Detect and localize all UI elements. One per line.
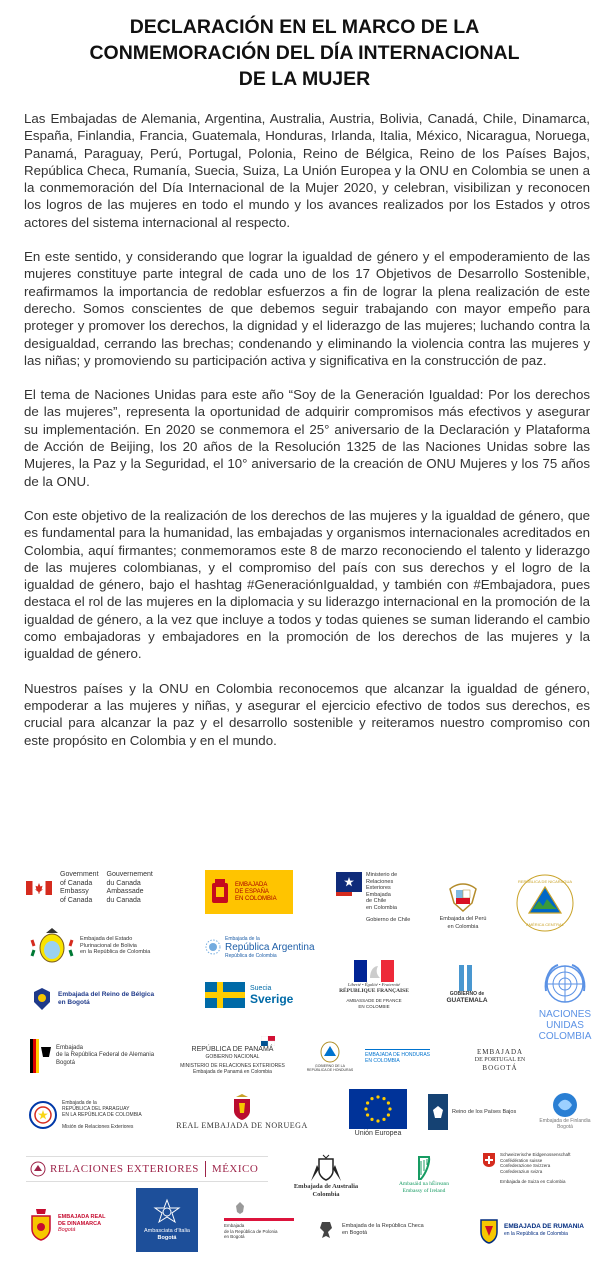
panama-label-4: Embajada de Panamá en Colombia: [193, 1068, 272, 1075]
title-line-1: DECLARACIÓN EN EL MARCO DE LA: [129, 16, 480, 38]
spain-crest-icon: [209, 877, 231, 907]
italia-label-1: Ambasciata d'Italia: [144, 1228, 190, 1234]
chile-label-3: Exteriores: [366, 885, 391, 891]
panama-label-1: REPÚBLICA DE PANAMÁ: [191, 1045, 274, 1053]
logo-mexico: [26, 1156, 268, 1182]
honduras-label-1: GOBIERNO DE LA: [315, 1063, 345, 1068]
espana-label-2: DE ESPAÑA: [235, 888, 269, 895]
honduras-label-2: REPÚBLICA DE HONDURAS: [306, 1068, 354, 1072]
francia-label-2: RÉPUBLIQUE FRANÇAISE: [339, 988, 409, 994]
title-line-3: DE LA MUJER: [238, 68, 371, 90]
bolivia-coat-of-arms-icon: [30, 926, 74, 966]
logo-peru: [430, 874, 496, 938]
argentina-label-2: República Argentina: [225, 941, 315, 953]
portugal-label-1: EMBAJADA: [476, 1048, 524, 1056]
checa-label-1: Embajada de la República Checa: [342, 1223, 424, 1229]
onu-label-2: UNIDAS: [546, 1019, 584, 1031]
australia-coat-of-arms-icon: [309, 1153, 343, 1183]
irlanda-label-1: Ambasáid na hÉireann: [398, 1181, 450, 1187]
polonia-label-3: en Bogotá: [224, 1234, 245, 1239]
italia-label-2: Bogotá: [157, 1235, 177, 1241]
bolivia-label-1: Embajada del Estado: [80, 935, 133, 942]
chile-label-4: Embajada: [366, 891, 391, 898]
logo-belgica: [30, 984, 180, 1014]
canada-label-3: Embassy: [60, 888, 89, 895]
mexico-label-1: RELACIONES EXTERIORES: [50, 1162, 199, 1175]
eu-flag-icon: [349, 1089, 407, 1129]
logo-espana: [205, 870, 293, 914]
logo-guatemala: [425, 956, 509, 1012]
logo-dinamarca: [28, 1202, 138, 1246]
honduras-label-4: EN COLOMBIA: [365, 1057, 400, 1064]
marianne-icon: [354, 960, 394, 982]
polonia-label-1: Embajada: [224, 1223, 245, 1228]
logo-irlanda: [384, 1150, 464, 1200]
suiza-label-5: Embajada de Suiza en Colombia: [500, 1179, 566, 1184]
francia-label-4: EN COLOMBIE: [358, 1004, 390, 1009]
logo-ue: [346, 1088, 410, 1140]
irlanda-label-2: Embassy of Ireland: [402, 1188, 446, 1194]
paragraph-5: Nuestros países y la ONU en Colombia reconocemos que alcanzar la igualdad de género, empoderar a las mujeres y niñas, y asegurar el ejercicio efectivo de todos sus derechos, es crucial para alcanzar la paz y el desarrollo sostenible y reiteramos nuestro compromiso con este propósito en Colombia y en el mundo.: [24, 680, 590, 748]
bolivia-label-2: Plurinacional de Bolivia: [80, 942, 137, 949]
canada-label-4: of Canada: [60, 896, 93, 904]
rumania-label-1: EMBAJADA DE RUMANIA: [504, 1223, 584, 1230]
paragraph-3: El tema de Naciones Unidas para este año “Soy de la Generación Igualdad: Por los derechos de las mujeres”, representa la oportunidad de adquirir compromisos más efectivos y asegurar su implementación. En 2020 se conmemora el 25° aniversario de la Declaración y Plataforma de Acción de Beijing, los 20 años de la Resolución 1325 de las Naciones Unidas sobre las Mujeres, la Paz y la Seguridad, el 10° aniversario de la creación de ONU Mujeres y los 75 años de la ONU.: [24, 387, 590, 489]
logo-finlandia: [530, 1082, 600, 1140]
nicaragua-coat-of-arms-icon: [515, 873, 575, 933]
norway-coat-of-arms-icon: [231, 1093, 253, 1121]
logo-bolivia: [30, 926, 180, 966]
canada-label-2: of Canada: [60, 879, 93, 887]
logo-italia: [136, 1188, 198, 1252]
canada-label-8: du Canada: [106, 896, 141, 904]
logo-polonia: [224, 1200, 304, 1254]
checa-label-2: en Bogotá: [342, 1230, 368, 1236]
logo-noruega: [172, 1088, 312, 1136]
rumania-label-2: en la República de Colombia: [504, 1231, 568, 1237]
nicaragua-label-1: REPÚBLICA DE NICARAGUA: [517, 879, 573, 884]
honduras-coat-of-arms-icon: [319, 1040, 341, 1064]
belgica-label-2: en Bogotá: [58, 999, 90, 1006]
sweden-flag-icon: [205, 982, 245, 1008]
noruega-label-1: REAL EMBAJADA DE NORUEGA: [176, 1121, 308, 1130]
guatemala-emblem-icon: [457, 965, 477, 991]
logo-paraguay: [28, 1092, 158, 1138]
peru-label-1: Embajada del Perú: [439, 915, 487, 922]
finlandia-label-1: Embajada de Finlandia: [539, 1118, 591, 1124]
suecia-label-2: Sverige: [250, 991, 294, 1006]
panama-label-2: GOBIERNO NACIONAL: [205, 1053, 260, 1060]
portugal-label-3: BOGOTÁ: [482, 1064, 518, 1072]
canada-label-1: Government: [60, 871, 99, 878]
onu-label-3: COLOMBIA: [538, 1030, 592, 1042]
paragraph-4: Con este objetivo de la realización de los derechos de las mujeres y la igualdad de género, que es fundamental para la humanidad, las embajadas y organismos internacionales acreditados en Colombia, aquí firmantes; conmemoramos este 8 de marzo reconociendo el talento y liderazgo de las mujeres colombianas, y el compromiso del país con sus derechos y el logro de la igualdad de género, bajo el hashtag #GeneraciónIgualdad, y también con #Embajadora, pues destaca el rol de las mujeres en la diplomacia y su liderazgo internacional en la promoción de la igualdad de género, a la vez que incluye a todos y todas quienes se suman liderando el cambio como embajadoras y embajadores en la promoción de los derechos de las mujeres y la igualdad de género.: [24, 507, 590, 662]
logo-francia: [338, 950, 410, 1020]
honduras-label-3: EMBAJADA DE HONDURAS: [365, 1051, 431, 1058]
logo-honduras: [305, 1034, 455, 1078]
panama-flag-icon: [261, 1036, 275, 1046]
logo-suiza: [482, 1152, 604, 1196]
alemania-label-3: Bogotá: [56, 1059, 76, 1066]
logo-portugal: [465, 1038, 535, 1082]
logo-paises-bajos: [428, 1092, 528, 1132]
suiza-label-1: Schweizerische Eidgenossenschaft: [500, 1152, 571, 1157]
finland-emblem-icon: [552, 1092, 578, 1118]
australia-label-1: Embajada de Australia: [293, 1183, 359, 1190]
chile-label-2: Relaciones: [366, 878, 394, 885]
title-line-2: CONMEMORACIÓN DEL DÍA INTERNACIONAL: [89, 42, 520, 64]
denmark-coat-of-arms-icon: [28, 1207, 54, 1241]
alemania-label-1: Embajada: [56, 1044, 84, 1051]
ue-label-1: Unión Europea: [354, 1130, 402, 1137]
swiss-cross-icon: [482, 1152, 496, 1168]
signatory-logos: [0, 866, 609, 1276]
canada-label-5: Gouvernement: [106, 871, 153, 878]
un-emblem-icon: [540, 959, 590, 1009]
canada-label-7: Ambassade: [106, 888, 144, 895]
chile-label-5: de Chile: [366, 898, 387, 904]
australia-label-2: Colombia: [312, 1191, 340, 1198]
logo-rumania: [478, 1210, 604, 1250]
logo-canada: [26, 870, 176, 906]
logo-onu: [530, 956, 600, 1044]
suiza-label-2: Confédération suisse: [500, 1157, 543, 1163]
mexico-label-2: MÉXICO: [211, 1162, 259, 1175]
canada-flag-icon: [26, 881, 52, 895]
finlandia-label-2: Bogotá: [557, 1124, 573, 1130]
canada-label-6: du Canada: [106, 879, 141, 887]
francia-label-1: Liberté • Égalité • Fraternité: [347, 982, 401, 987]
alemania-label-2: de la República Federal de Alemania: [56, 1052, 155, 1059]
paragraph-1: Las Embajadas de Alemania, Argentina, Australia, Austria, Bolivia, Canadá, Chile, Dinamarca, España, Finlandia, Francia, Guatemala, Honduras, Irlanda, Italia, México, Nicaragua, Noruega, Panamá, Paraguay, Perú, Portugal, Polonia, Reino de Bélgica, Reino de los Países Bajos, República Checa, Rumanía, Suecia, Suiza, La Unión Europea y la ONU en Colombia se unen a la conmemoración del Día Internacional de la Mujer 2020, y celebran, visibilizan y reconocen los logros de las mujeres en todo el mundo y los avances realizados por los Estados y otros actores del sistema internacional al respecto.: [24, 111, 590, 230]
paraguay-seal-icon: [28, 1100, 58, 1130]
mexico-eagle-icon: [30, 1161, 46, 1177]
germany-eagle-icon: [30, 1039, 52, 1073]
logo-argentina: [205, 934, 325, 960]
polonia-label-2: de la República de Polonia: [224, 1228, 278, 1234]
suecia-label-1: Suecia: [250, 984, 272, 992]
paragraph-2: En este sentido, y considerando que lograr la igualdad de género y el empoderamiento de las mujeres constituye parte integral de cada uno de los 17 Objetivos de Desarrollo Sostenible, reafirmamos la importancia de redoblar esfuerzos a fin de lograr la plena realización de este derecho. Somos conscientes de que debemos seguir trabajando con mayor empeño para proteger y promover los derechos, la dignidad y el liderazgo de las mujeres; luchando contra la desigualdad, cerrando las brechas; condenando y eliminando la violencia contra las mujeres y las niñas; y promoviendo su participación activa y significativa en la construcción de paz.: [24, 249, 590, 368]
logo-australia: [284, 1148, 368, 1204]
chile-label-1: Ministerio de: [366, 872, 398, 878]
argentina-label-1: Embajada de la: [225, 935, 260, 942]
belgium-lion-icon: [30, 986, 54, 1012]
francia-label-3: AMBASSADE DE FRANCE: [346, 998, 402, 1003]
guatemala-label-2: GUATEMALA: [446, 996, 488, 1004]
suiza-label-3: Confederazione Svizzera: [500, 1163, 551, 1168]
page-title: [0, 14, 609, 92]
poland-eagle-icon: [232, 1200, 248, 1216]
argentina-sun-icon: [205, 939, 221, 955]
logo-alemania: [30, 1036, 180, 1076]
logo-chile: [336, 872, 416, 938]
onu-label-1: NACIONES: [538, 1008, 592, 1020]
paraguay-label-2: REPÚBLICA DEL PARAGUAY: [62, 1106, 130, 1112]
argentina-label-3: República de Colombia: [225, 952, 277, 959]
romania-coat-of-arms-icon: [478, 1216, 500, 1244]
espana-label-1: EMBAJADA: [235, 881, 268, 888]
panama-label-3: MINISTERIO DE RELACIONES EXTERIORES: [180, 1062, 285, 1069]
dinamarca-label-2: DE DINAMARCA: [58, 1220, 102, 1227]
harp-icon: [416, 1155, 432, 1181]
italy-emblem-icon: [153, 1198, 181, 1228]
peru-coat-of-arms-icon: [446, 881, 480, 915]
chile-label-7: Gobierno de Chile: [366, 917, 411, 923]
netherlands-emblem-icon: [428, 1094, 448, 1130]
portugal-label-2: DE PORTUGAL EN: [474, 1057, 526, 1063]
chile-star-icon: [343, 876, 355, 888]
guatemala-label-1: GOBIERNO de: [449, 990, 485, 997]
declaration-body: [24, 110, 590, 766]
logo-panama: [180, 1028, 285, 1082]
nicaragua-label-2: AMÉRICA CENTRAL: [526, 922, 564, 927]
peru-label-2: en Colombia: [447, 924, 479, 930]
dinamarca-label-1: EMBAJADA REAL: [58, 1214, 106, 1221]
paraguay-label-4: Misión de Relaciones Exteriores: [62, 1124, 134, 1130]
paises-bajos-label-1: Reino de los Países Bajos: [452, 1108, 517, 1115]
czech-lion-icon: [316, 1218, 336, 1242]
bolivia-label-3: en la República de Colombia: [80, 949, 151, 956]
espana-label-3: EN COLOMBIA: [235, 895, 277, 902]
belgica-label-1: Embajada del Reino de Bélgica: [58, 990, 155, 998]
logo-nicaragua: [512, 870, 578, 936]
dinamarca-label-3: Bogotá: [58, 1227, 76, 1234]
paraguay-label-3: EN LA REPÚBLICA DE COLOMBIA: [62, 1112, 142, 1118]
logo-suecia: [205, 980, 295, 1010]
chile-label-6: en Colombia: [366, 904, 397, 911]
suiza-label-4: Confederaziun svizra: [500, 1168, 543, 1174]
paraguay-label-1: Embajada de la: [62, 1100, 97, 1106]
logo-checa: [316, 1210, 456, 1250]
